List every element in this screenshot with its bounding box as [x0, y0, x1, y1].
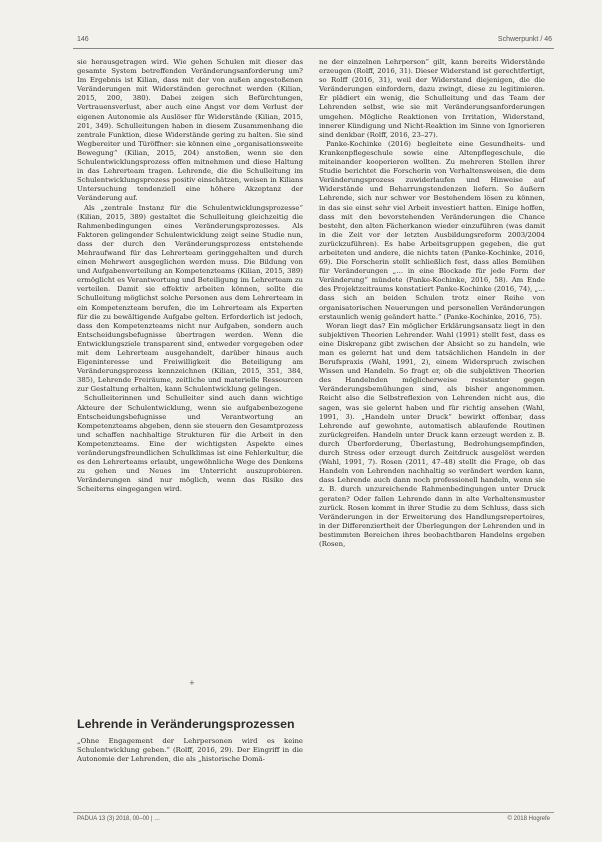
paragraph: Als „zentrale Instanz für die Schulentwicklungsprozesse“ (Kilian, 2015, 389) gestaltet die Schulleitung gleichzeitig die Rahmenbedingungen eines Veränderungsprozesses. Als Faktoren gelingender Schulentwicklung zeigt seine Studie nun, dass der durch den Veränderungsprozess entstehende Mehraufwand für das Lehrerteam geringgehalten und durch einen Mehrwert ausgeglichen werden muss. Die Bildung von und Aufgabenverteilung an Kompetenzteams (Kilian, 2015, 389) ermöglicht es Verantwortung und Beteiligung im Lehrerteam zu verteilen. Damit sie effektiv arbeiten können, sollte die Schulleitung möglichst solche Personen aus dem Lehrerteam in ein Kompetenzteam berufen, die im Lehrerteam als Experten für die zu bewältigende Aufgabe gelten. Erforderlich ist jedoch, dass den Kompetenzteams nicht nur Aufgaben, sondern auch Entscheidungsbefugnisse übertragen werden. Wenn die Entwicklungsziele transparent sind, entweder vorgegeben oder mit dem Lehrerteam ausgehandelt, darüber hinaus auch Eigeninteresse und Freiwilligkeit die Beteiligung am Veränderungsprozess kennzeichnen (Kilian, 2015, 351, 384, 385), Lehrende Freiräume, zeitliche und materielle Ressourcen zur Gestaltung erhalten, kann Schulentwicklung gelingen.	[77, 203, 303, 394]
publisher-copyright: © 2018 Hogrefe	[507, 816, 550, 822]
left-column	[77, 58, 303, 495]
paragraph: Woran liegt das? Ein möglicher Erklärungsansatz liegt in den subjektiven Theorien Lehrender. Wahl (1991) stellt fest, dass es eine Diskrepanz gibt zwischen der Absicht so zu handeln, wie man es gelernt hat und dem tatsächlichen Handeln in der Berufspraxis (Wahl, 1991, 2), einem Widerspruch zwischen Wissen und Handeln. So fragt er, ob die subjektiven Theorien des Handelnden möglicherweise resistenter gegen Veränderungsbemühungen sind, als bisher angenommen. Reicht also die Selbstreflexion von Lehrenden nicht aus, die sagen, was sie gelernt haben und für richtig ansehen (Wahl, 1991, 3). „Handeln unter Druck“ bewirkt offenbar, dass Lehrende auf gewohnte, automatisch ablaufende Routinen zurückgreifen. Handeln unter Druck kann erzeugt werden z. B. durch Überforderung, Überlastung, Bedrohungsempfinden, durch Stress oder erzeugt durch Zeitdruck ausgelöst werden (Wahl, 1991, 7). Rosen (2011, 47–48) stellt die Frage, ob das Handeln von Lehrenden nachhaltig so verändert werden kann, dass Lehrende auch dann noch professionell handeln, wenn sie z. B. durch unzureichende Rahmenbedingungen unter Druck geraten? Oder fallen Lehrende dann in alte Verhaltensmuster zurück. Rosen kommt in ihrer Studie zu dem Schluss, dass sich Veränderungen in der Erweiterung des Handlungsrepertoires, in der Differenziertheit der Überlegungen der Lehrenden und in bestimmten Bereichen ihres beobachtbaren Handelns ergeben (Rosen,	[319, 321, 545, 548]
section-heading: Lehrende in Veränderungsprozessen	[77, 717, 295, 731]
paragraph: ne der einzelnen Lehrperson“ gilt, kann bereits Widerstände erzeugen (Rolff, 2016, 31). Dieser Widerstand ist gerechtfertigt, so Rolff (2016, 31), weil der Widerstand diejenigen, die die Veränderungen einfordern, dazu zwingt, diese zu legitimieren. Er plädiert ein wenig, die Schulleitung und das Team der Lehrenden selbst, wie sie mit Veränderungsanforderungen umgehen. Mögliche Reaktionen von Irritation, Widerstand, innerer Kündigung und Nicht-Reaktion im Sinne von Ignorieren sind denkbar (Rolff, 2016, 23–27).	[319, 58, 545, 139]
paragraph: Schulleiterinnen und Schulleiter sind auch dann wichtige Akteure der Schulentwicklung, wenn sie aufgabenbezogene Entscheidungsbefugnisse und Verantwortung an Kompetenzteams abgeben, denn sie steuern den Gesamtprozess und schaffen nachhaltige Strukturen für die Arbeit in den Kompetenzteams. Eine der wichtigsten Aspekte eines veränderungsfreundlichen Schulklimas ist eine Fehlerkultur, die es den Lehrerteams erlaubt, ungewöhnliche Wege des Denkens zu gehen und Neues im Unterricht auszuprobieren. Veränderungen sind nur möglich, wenn das Risiko des Scheiterns eingegangen wird.	[77, 394, 303, 494]
footer-rule	[73, 812, 554, 813]
paragraph: „Ohne Engagement der Lehrpersonen wird es keine Schulentwicklung geben.“ (Rolff, 2016, 29). Der Eingriff in die Autonomie der Lehrenden, die als „historische Domä-	[77, 737, 303, 764]
right-column	[319, 58, 545, 549]
journal-citation: PADUA 13 (3) 2018, 00–00 | …	[77, 816, 161, 822]
header-rule	[73, 48, 554, 49]
separator-mark: +	[189, 679, 195, 687]
page-number: 146	[77, 36, 89, 43]
running-header: Schwerpunkt / 46	[497, 36, 552, 43]
left-column-bottom	[77, 737, 303, 764]
paragraph: sie herausgetragen wird. Wie gehen Schulen mit dieser das gesamte System betreffenden Veränderungsanforderung um? Im Ergebnis ist Kilian, dass mit der von außen angestoßenen Veränderungen mit Widerständen gerechnet werden (Kilian, 2015, 200, 380). Dabei zeigen sich Befürchtungen, Vertrauensverlust, aber auch eine Angst vor dem Verlust der eigenen Autonomie als Auslöser für Widerstände (Kilian, 2015, 201, 349). Schulleitungen haben in diesem Zusammenhang die zentrale Funktion, diese Widerstände gering zu halten. Sie sind Wegbereiter und Türöffner: sie können eine „organisationsweite Bewegung“ (Kilian, 2015, 204) anstoßen, wenn sie den Schulentwicklungsprozess offen mitnehmen und diese Haltung in das Lehrerteam tragen. Lehrende, die die Schulleitung im Schulentwicklungsprozess positiv einschätzen, weisen in Kilians Untersuchung tendenziell eine höhere Akzeptanz der Veränderung auf.	[77, 58, 303, 203]
paragraph: Panke-Kochinke (2016) begleitete eine Gesundheits- und Krankenpflegeschule sowie eine Altenpflegeschule, die miteinander kooperieren wollten. Zu mehreren Stellen ihrer Studie berichtet die Forscherin von Verhaltensweisen, die dem Veränderungsprozess zuwiderlaufen und Hinweise auf Widerstände und Beharrungstendenzen liefern. So äußern Lehrende, sich nur schwer vor Bestehendem lösen zu können, in das sie einst sehr viel Arbeit investiert hatten. Einige hoffen, dass mit den bevorstehenden Veränderungen die Chance besteht, den alten Fächerkanon wieder einzuführen (was damit in die Zeit vor der letzten Ausbildungsreform 2003/2004 zurückzuführen). Es habe Arbeitsgruppen gegeben, die gut arbeiteten und andere, die nichts taten (Panke-Kochinke, 2016, 69). Die Forscherin stellt schließlich fest, dass alles Bemühen für Veränderungen „… in eine Blockade für jede Form der Veränderung“ mündete (Panke-Kochinke, 2016, 58). Am Ende des Projektzeitraums konstatiert Panke-Kochinke (2016, 74), „… dass sich an beiden Schulen trotz einer Reihe von organisatorischen Neuerungen und personellen Veränderungen erstaunlich wenig geändert hatte.“ (Panke-Kochinke, 2016, 75).	[319, 139, 545, 321]
